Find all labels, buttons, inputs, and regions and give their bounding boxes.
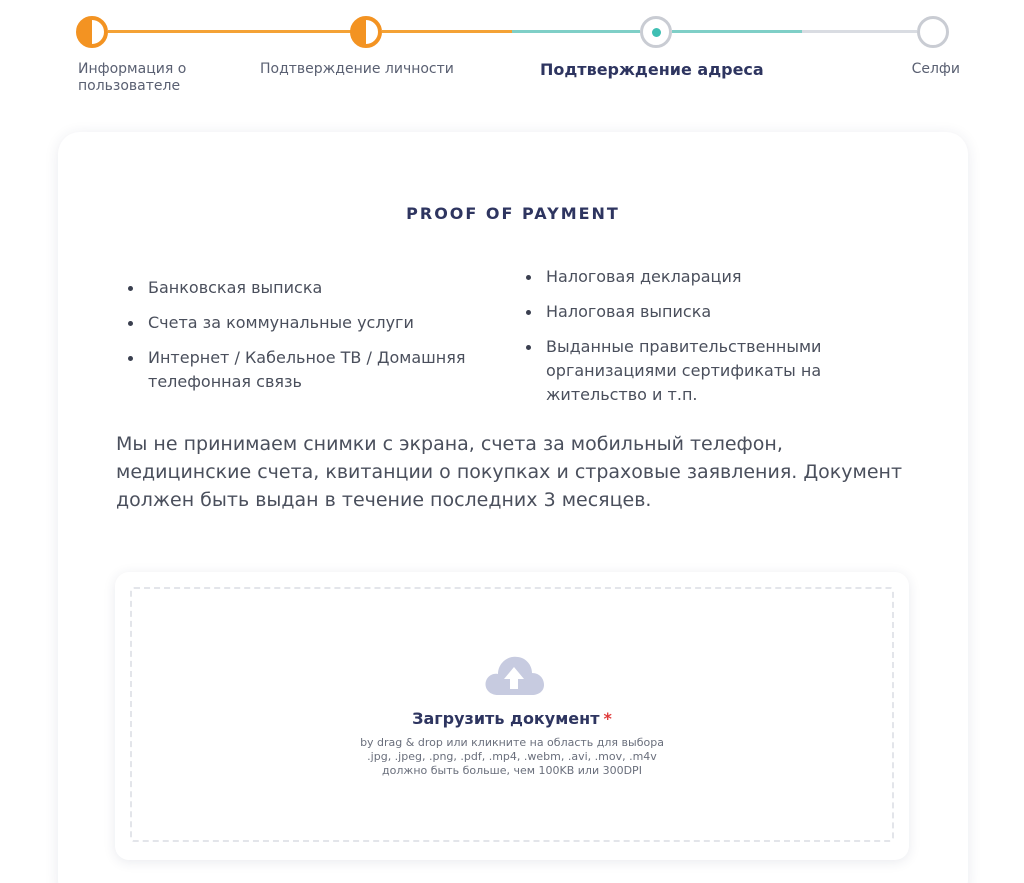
list-item: Выданные правительственными организациями сертификаты на жительство и т.п.: [522, 335, 862, 407]
cloud-upload-icon: [482, 651, 546, 699]
list-item: Счета за коммунальные услуги: [124, 311, 514, 335]
upload-card: [115, 572, 909, 860]
document-list-right: [522, 265, 862, 418]
progress-stepper: [0, 0, 1024, 110]
card-title: PROOF OF PAYMENT: [406, 204, 620, 223]
required-mark: *: [603, 709, 612, 728]
list-item: Налоговая декларация: [522, 265, 862, 289]
requirements-notice: Мы не принимаем снимки с экрана, счета за мобильный телефон, медицинские счета, квитанции о покупках и страховые заявления. Документ должен быть выдан в течение последних 3 месяцев.: [116, 433, 903, 511]
document-list-left: [124, 276, 514, 405]
step-2-indicator[interactable]: [350, 16, 382, 48]
upload-hint-formats: .jpg, .jpeg, .png, .pdf, .mp4, .webm, .avi, .mov, .m4v: [367, 750, 657, 763]
step-4-label: Селфи: [911, 61, 960, 77]
stepper-line-current-out: [672, 30, 802, 33]
current-step-dot: [652, 28, 661, 37]
upload-title: [132, 709, 892, 728]
stepper-line-current-in: [512, 30, 640, 33]
step-1-label[interactable]: Информация о пользователе: [78, 61, 187, 94]
upload-hint-instructions: by drag & drop или кликните на область для выбора: [360, 736, 664, 749]
step-1-indicator[interactable]: [76, 16, 108, 48]
stepper-line-completed-1: [108, 30, 351, 33]
upload-dropzone[interactable]: [130, 587, 894, 842]
step-2-label[interactable]: Подтверждение личности: [260, 61, 454, 77]
stepper-line-pending: [802, 30, 917, 33]
list-item: Налоговая выписка: [522, 300, 862, 324]
step-4-indicator: [917, 16, 949, 48]
step-3-indicator[interactable]: [640, 16, 672, 48]
stepper-line-completed-2: [382, 30, 512, 33]
upload-title-text: Загрузить документ: [412, 709, 600, 728]
list-item: Интернет / Кабельное ТВ / Домашняя телефонная связь: [124, 346, 514, 394]
proof-of-payment-card: [58, 132, 968, 883]
list-item: Банковская выписка: [124, 276, 514, 300]
step-3-label: Подтверждение адреса: [540, 60, 764, 79]
upload-hint-size: должно быть больше, чем 100KB или 300DPI: [382, 764, 642, 777]
